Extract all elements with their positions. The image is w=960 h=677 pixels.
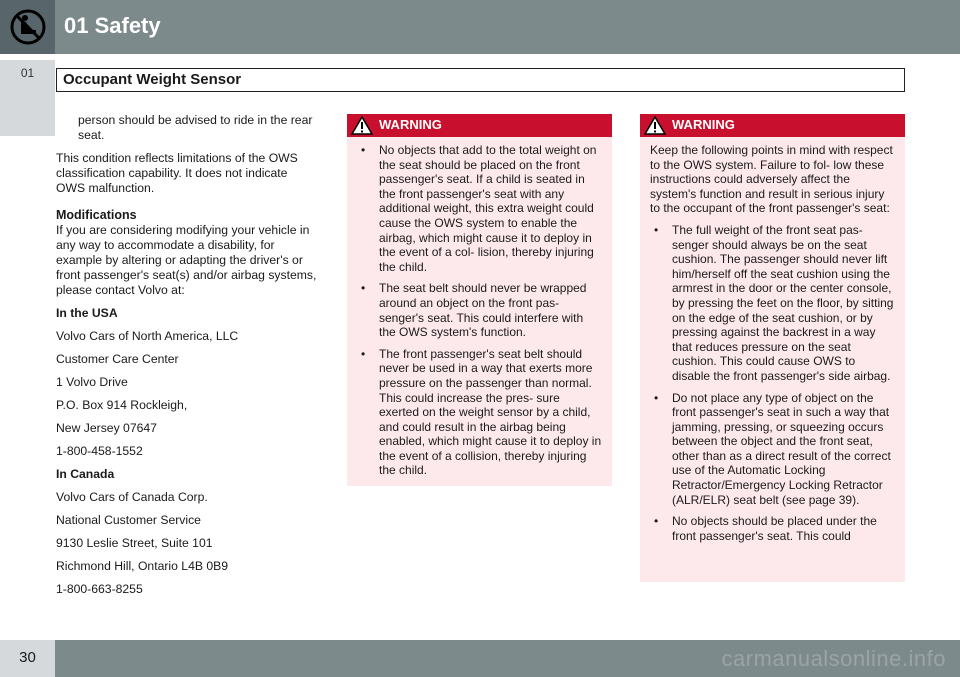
bullet-text: No objects that add to the total weight on the seat should be placed on the front passenger's seat. If a child is seated in the front passenger's seat with any additional weight, this extra weight could cause the OWS system to enable the airbag, which might cause it to deploy in the event of a col- lision, thereby injuring the child. bbox=[379, 143, 597, 274]
chapter-title: 01 Safety bbox=[64, 13, 161, 38]
usa-line: Customer Care Center bbox=[56, 352, 179, 366]
warning-label: WARNING bbox=[379, 117, 442, 132]
warning-header bbox=[347, 114, 612, 137]
bullet-text: No objects should be placed under the front passenger's seat. This could bbox=[672, 514, 877, 543]
warning-intro: Keep the following points in mind with respect to the OWS system. Failure to fol- low these instructions could adversely affect the system's function and result in serious injury to the occupant of the front passenger's seat: bbox=[650, 143, 893, 216]
warning-triangle-icon bbox=[351, 116, 373, 135]
warning-bullet: • The seat belt should never be wrapped around an object on the front pas- senger's seat. This could interfere with the OWS system's function. bbox=[361, 281, 587, 340]
canada-line: Volvo Cars of Canada Corp. bbox=[56, 490, 208, 504]
warning-bullet: • The front passenger's seat belt should never be used in a way that exerts more pressure on the passenger than normal. This could increase the pres- sure exerted on the weight sensor by a child, and could result in the airbag being enabled, which might cause it to deploy in the event of a collision, thereby injuring the child. bbox=[361, 346, 602, 478]
warning-bullet: • Do not place any type of object on the front passenger's seat in such a way that jamming, pressing, or squeezing occurs between the object and the front seat, other than as a direct result of the correct use of the Automatic Locking Retractor/Emergency Locking Retractor (ALR/ELR) seat belt (see page 39). bbox=[654, 390, 891, 507]
bullet-text: The seat belt should never be wrapped around an object on the front pas- senger's seat. This could interfere with the OWS system's function. bbox=[379, 281, 587, 340]
bullet-text: Do not place any type of object on the front passenger's seat in such a way that jamming, pressing, or squeezing occurs between the object and the front seat, other than as a direct result of the correct use of the Automatic Locking Retractor/Emergency Locking Retractor (ALR/ELR) seat belt (see page 39). bbox=[672, 390, 891, 507]
column-1 bbox=[56, 113, 318, 605]
warning-label: WARNING bbox=[672, 117, 735, 132]
usa-line: 1 Volvo Drive bbox=[56, 375, 128, 389]
warning-header bbox=[640, 114, 905, 137]
modifications-heading: Modifications bbox=[56, 208, 137, 222]
watermark: carmanualsonline.info bbox=[721, 646, 946, 671]
side-chapter-tab bbox=[0, 60, 55, 136]
warning-bullet: • The full weight of the front seat pas- senger should always be on the seat cushion. The passenger should never lift him/herself off the seat cushion using the armrest in the door or the center console, by pressing the feet on the floor, by sitting on the edge of the seat cushion, or by pressing against the backrest in a way that reduces pressure on the seat cushion. This could cause OWS to disable the front passenger's side airbag. bbox=[654, 222, 894, 383]
side-tab-label: 01 bbox=[20, 66, 35, 80]
intro-continuation: person should be advised to ride in the rear seat. bbox=[78, 113, 313, 142]
usa-line: New Jersey 07647 bbox=[56, 421, 157, 435]
page-number-box bbox=[0, 640, 55, 677]
canada-line: National Customer Service bbox=[56, 513, 201, 527]
canada-line: Richmond Hill, Ontario L4B 0B9 bbox=[56, 559, 229, 573]
bullet-text: The front passenger's seat belt should never be used in a way that exerts more pressure on the passenger than normal. This could increase the pres- sure exerted on the weight sensor by a child, and could result in the airbag being enabled, which might cause it to deploy in the event of a collision, thereby injuring the child. bbox=[379, 346, 602, 478]
usa-line: P.O. Box 914 Rockleigh, bbox=[56, 398, 188, 412]
canada-phone: 1-800-663-8255 bbox=[56, 582, 143, 596]
canada-heading: In Canada bbox=[56, 467, 115, 481]
page-number: 30 bbox=[19, 649, 36, 666]
condition-paragraph: This condition reflects limitations of the OWS classification capability. It does not indicate OWS malfunction. bbox=[56, 151, 298, 195]
warning-box-1 bbox=[347, 114, 612, 486]
bullet-text: The full weight of the front seat pas- senger should always be on the seat cushion. The passenger should never lift him/herself off the seat cushion using the armrest in the door or the center console, by pressing the feet on the floor, by sitting on the edge of the seat cushion, or by pressing against the backrest in a way that reduces pressure on the seat cushion. This could cause OWS to disable the front passenger's side airbag. bbox=[672, 222, 894, 383]
section-title: Occupant Weight Sensor bbox=[63, 71, 242, 88]
modifications-paragraph: If you are considering modifying your vehicle in any way to accommodate a disability, for example by altering or adapting the driver's or front passenger's seat(s) and/or airbag systems, please contact Volvo at: bbox=[56, 223, 317, 297]
usa-line: Volvo Cars of North America, LLC bbox=[56, 329, 239, 343]
usa-heading: In the USA bbox=[56, 306, 118, 320]
canada-line: 9130 Leslie Street, Suite 101 bbox=[56, 536, 213, 550]
warning-box-2 bbox=[640, 114, 905, 582]
section-title-bar bbox=[56, 68, 905, 92]
usa-phone: 1-800-458-1552 bbox=[56, 444, 143, 458]
warning-triangle-icon bbox=[644, 116, 666, 135]
no-airbag-child-seat-icon bbox=[0, 0, 55, 54]
warning-bullet: • No objects that add to the total weight on the seat should be placed on the front passenger's seat. If a child is seated in the front passenger's seat with any additional weight, this extra weight could cause the OWS system to enable the airbag, which might cause it to deploy in the event of a col- lision, thereby injuring the child. bbox=[361, 143, 597, 274]
warning-bullet: • No objects should be placed under the front passenger's seat. This could bbox=[654, 514, 877, 543]
